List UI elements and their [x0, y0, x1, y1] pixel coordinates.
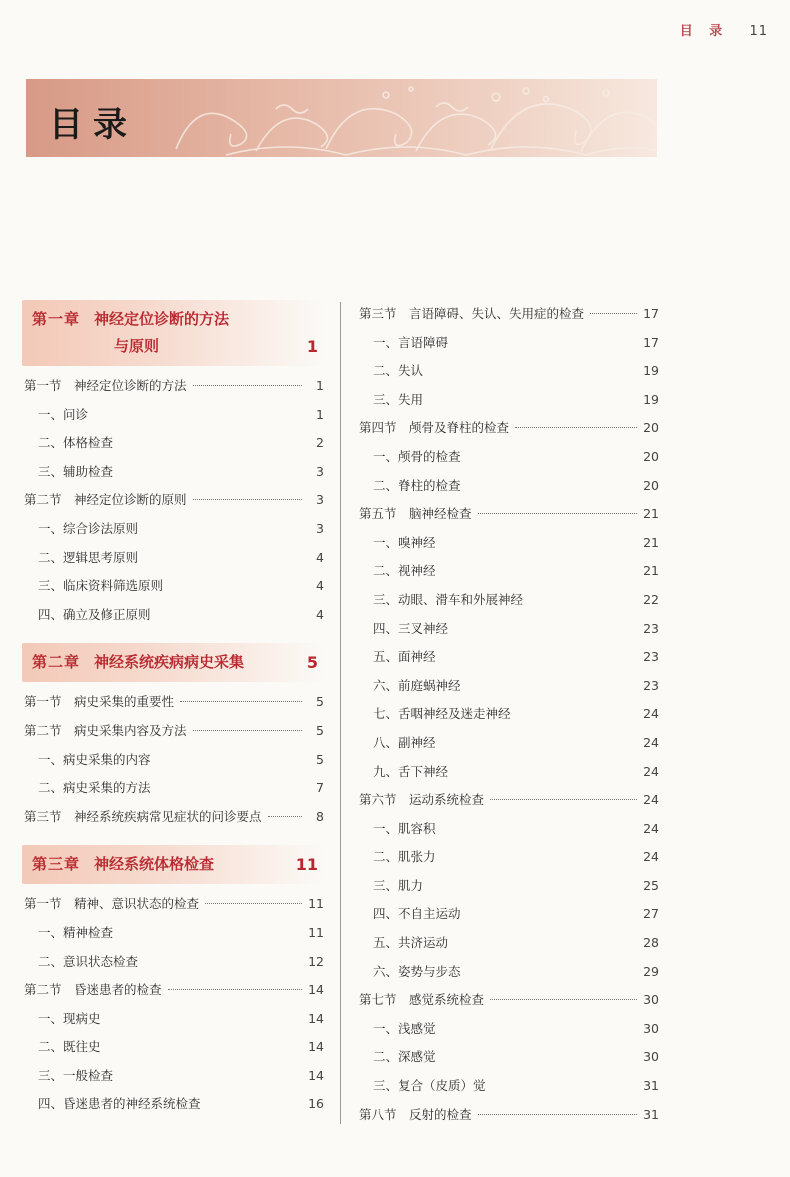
toc-entry-page: 16 — [308, 1096, 324, 1112]
toc-subsection-row[interactable] — [359, 529, 659, 558]
dot-leader — [478, 513, 637, 514]
toc-entry-text: 第五节 脑神经检查 — [359, 506, 472, 522]
toc-entry-page: 24 — [643, 763, 659, 779]
toc-entry-text: 第七节 感觉系统检查 — [359, 992, 485, 1008]
toc-subsection-row[interactable] — [359, 643, 659, 672]
toc-entry-page: 14 — [308, 982, 324, 998]
toc-subsection-row[interactable] — [359, 329, 659, 358]
toc-entry-page: 24 — [643, 734, 659, 750]
toc-subsection-row[interactable] — [359, 1015, 659, 1044]
toc-entry-page: 31 — [643, 1078, 659, 1094]
toc-entry-text: 第四节 颅骨及脊柱的检查 — [359, 420, 510, 436]
dot-leader — [168, 989, 302, 990]
toc-entry-text: 四、昏迷患者的神经系统检查 — [38, 1096, 201, 1112]
chapter-name-line2: 与原则 — [114, 337, 160, 355]
toc-entry-page: 5 — [316, 694, 324, 710]
toc-entry-text: 二、失认 — [373, 363, 424, 379]
chapter-page: 5 — [306, 653, 318, 673]
toc-entry-text: 第八节 反射的检查 — [359, 1106, 472, 1122]
dot-leader — [515, 427, 637, 428]
toc-entry-page: 24 — [643, 820, 659, 836]
toc-entry-text: 一、颅骨的检查 — [373, 448, 461, 464]
toc-section-row[interactable] — [359, 414, 659, 443]
toc-entry-page: 31 — [643, 1106, 659, 1122]
toc-entry-text: 二、意识状态检查 — [38, 953, 139, 969]
toc-entry-text: 第一节 病史采集的重要性 — [24, 694, 175, 710]
toc-entry-page: 30 — [643, 1049, 659, 1065]
toc-subsection-row[interactable] — [359, 958, 659, 987]
toc-entry-page: 19 — [643, 363, 659, 379]
toc-chapter[interactable] — [22, 845, 324, 884]
toc-subsection-row[interactable] — [24, 429, 324, 458]
toc-subsection-row[interactable] — [359, 758, 659, 787]
toc-subsection-row[interactable] — [24, 919, 324, 948]
toc-subsection-row[interactable] — [359, 557, 659, 586]
toc-subsection-row[interactable] — [359, 586, 659, 615]
toc-section-row[interactable] — [24, 688, 324, 717]
toc-entry-text: 第三节 神经系统疾病常见症状的问诊要点 — [24, 808, 262, 824]
toc-subsection-row[interactable] — [24, 458, 324, 487]
toc-section-row[interactable] — [24, 486, 324, 515]
toc-entry-page: 3 — [316, 492, 324, 508]
toc-entry-text: 一、现病史 — [38, 1010, 101, 1026]
toc-entry-text: 三、肌力 — [373, 877, 424, 893]
toc-entry-page: 20 — [643, 477, 659, 493]
toc-entry-text: 二、病史采集的方法 — [38, 780, 151, 796]
toc-subsection-row[interactable] — [359, 386, 659, 415]
toc-entry-page: 23 — [643, 677, 659, 693]
toc-entry-page: 4 — [316, 578, 324, 594]
toc-entry-text: 四、不自主运动 — [373, 906, 461, 922]
toc-entry-text: 一、综合诊法原则 — [38, 520, 139, 536]
toc-entry-page: 4 — [316, 606, 324, 622]
toc-entry-page: 20 — [643, 420, 659, 436]
toc-chapter[interactable] — [22, 643, 324, 682]
toc-entry-text: 五、面神经 — [373, 649, 436, 665]
toc-entry-text: 四、三叉神经 — [373, 620, 449, 636]
toc-entry-text: 第六节 运动系统检查 — [359, 792, 485, 808]
toc-entry-text: 一、肌容积 — [373, 820, 436, 836]
dot-leader — [193, 385, 302, 386]
toc-section-row[interactable] — [24, 803, 324, 832]
dot-leader — [193, 730, 302, 731]
toc-subsection-row[interactable] — [24, 774, 324, 803]
column-divider — [340, 302, 341, 1124]
toc-entry-page: 14 — [308, 1067, 324, 1083]
toc-entry-page: 2 — [316, 435, 324, 451]
toc-subsection-row[interactable] — [24, 544, 324, 573]
toc-subsection-row[interactable] — [359, 843, 659, 872]
toc-subsection-row[interactable] — [359, 700, 659, 729]
toc-entry-page: 22 — [643, 591, 659, 607]
toc-entry-page: 17 — [643, 334, 659, 350]
toc-section-row[interactable] — [359, 986, 659, 1015]
toc-entry-text: 七、舌咽神经及迷走神经 — [373, 706, 511, 722]
toc-subsection-row[interactable] — [359, 357, 659, 386]
toc-entry-text: 三、失用 — [373, 391, 424, 407]
toc-entry-page: 5 — [316, 751, 324, 767]
toc-chapter[interactable] — [22, 300, 324, 366]
dot-leader — [490, 799, 637, 800]
toc-subsection-row[interactable] — [359, 929, 659, 958]
toc-entry-text: 三、复合（皮质）觉 — [373, 1078, 486, 1094]
toc-entry-text: 第二节 神经定位诊断的原则 — [24, 492, 187, 508]
toc-subsection-row[interactable] — [24, 948, 324, 977]
toc-entry-text: 八、副神经 — [373, 734, 436, 750]
dot-leader — [478, 1114, 637, 1115]
toc-section-row[interactable] — [24, 976, 324, 1005]
toc-entry-text: 第三节 言语障碍、失认、失用症的检查 — [359, 306, 585, 321]
toc-entry-text: 二、体格检查 — [38, 435, 114, 451]
toc-section-row[interactable] — [24, 890, 324, 919]
toc-entry-page: 24 — [643, 792, 659, 808]
toc-subsection-row[interactable] — [359, 815, 659, 844]
toc-entry-page: 24 — [643, 706, 659, 722]
toc-section-row[interactable] — [359, 300, 659, 329]
toc-entry-text: 一、病史采集的内容 — [38, 751, 151, 767]
chapter-name: 神经系统体格检查 — [94, 855, 215, 874]
toc-subsection-row[interactable] — [24, 1062, 324, 1091]
toc-entry-page: 8 — [316, 808, 324, 824]
toc-entry-page: 1 — [316, 378, 324, 393]
toc-subsection-row[interactable] — [24, 572, 324, 601]
chapter-label: 第一章 — [32, 310, 81, 328]
toc-entry-page: 28 — [643, 935, 659, 951]
chapter-title — [32, 851, 296, 878]
chapter-title — [32, 649, 307, 676]
toc-entry-text: 一、浅感觉 — [373, 1020, 436, 1036]
toc-entry-text: 二、视神经 — [373, 563, 436, 579]
toc-entry-page: 30 — [643, 1020, 659, 1036]
toc-subsection-row[interactable] — [24, 1033, 324, 1062]
toc-entry-page: 1 — [316, 406, 324, 422]
toc-subsection-row[interactable] — [24, 515, 324, 544]
toc-entry-page: 12 — [308, 953, 324, 969]
toc-subsection-row[interactable] — [359, 615, 659, 644]
toc-entry-text: 二、既往史 — [38, 1039, 101, 1055]
toc-entry-text: 一、言语障碍 — [373, 334, 449, 350]
chapter-page: 11 — [295, 855, 318, 875]
toc-entry-text: 九、舌下神经 — [373, 763, 449, 779]
toc-entry-text: 三、临床资料筛选原则 — [38, 578, 164, 594]
toc-entry-page: 25 — [643, 877, 659, 893]
toc-entry-text: 六、前庭蜗神经 — [373, 677, 461, 693]
toc-entry-page: 21 — [643, 534, 659, 550]
running-head-page: 11 — [749, 24, 768, 39]
toc-entry-text: 三、一般检查 — [38, 1067, 114, 1083]
toc-entry-page: 11 — [308, 924, 324, 940]
banner-title: 目录 — [49, 105, 137, 145]
toc-entry-text: 第一节 神经定位诊断的方法 — [24, 378, 187, 393]
toc-subsection-row[interactable] — [24, 401, 324, 430]
toc-subsection-row[interactable] — [24, 1090, 324, 1119]
toc-entry-page: 7 — [316, 780, 324, 796]
toc-section-row[interactable] — [24, 717, 324, 746]
toc-entry-text: 三、动眼、滑车和外展神经 — [373, 591, 524, 607]
dot-leader — [490, 999, 637, 1000]
toc-entry-page: 11 — [308, 896, 324, 912]
toc-entry-text: 一、问诊 — [38, 406, 89, 422]
chapter-title — [32, 306, 307, 360]
toc-entry-page: 30 — [643, 992, 659, 1008]
dot-leader — [180, 701, 302, 702]
toc-subsection-row[interactable] — [359, 729, 659, 758]
toc-entry-text: 二、深感觉 — [373, 1049, 436, 1065]
toc-subsection-row[interactable] — [359, 1072, 659, 1101]
toc-entry-text: 二、肌张力 — [373, 849, 436, 865]
toc-entry-page: 5 — [316, 722, 324, 738]
toc-entry-page: 14 — [308, 1039, 324, 1055]
toc-section-row[interactable] — [359, 1101, 659, 1130]
toc-entry-page: 14 — [308, 1010, 324, 1026]
toc-entry-text: 二、逻辑思考原则 — [38, 549, 139, 565]
toc-entry-page: 19 — [643, 391, 659, 407]
toc-right-column — [359, 300, 659, 1129]
chapter-name: 神经定位诊断的方法 — [94, 310, 230, 328]
toc-entry-page: 27 — [643, 906, 659, 922]
toc-subsection-row[interactable] — [24, 746, 324, 775]
toc-section-row[interactable] — [359, 786, 659, 815]
toc-subsection-row[interactable] — [359, 872, 659, 901]
toc-entry-page: 29 — [643, 963, 659, 979]
toc-entry-text: 四、确立及修正原则 — [38, 606, 151, 622]
toc-entry-text: 六、姿势与步态 — [373, 963, 461, 979]
dot-leader — [205, 903, 302, 904]
toc-entry-text: 一、精神检查 — [38, 924, 114, 940]
toc-banner — [26, 79, 657, 157]
toc-entry-page: 3 — [316, 520, 324, 536]
toc-subsection-row[interactable] — [359, 672, 659, 701]
toc-entry-page: 23 — [643, 649, 659, 665]
toc-entry-text: 三、辅助检查 — [38, 463, 114, 479]
running-head — [680, 20, 768, 39]
toc-section-row[interactable] — [24, 372, 324, 401]
toc-entry-text: 第一节 精神、意识状态的检查 — [24, 896, 200, 912]
chapter-label: 第二章 — [32, 653, 81, 672]
toc-subsection-row[interactable] — [24, 1005, 324, 1034]
toc-entry-text: 第二节 昏迷患者的检查 — [24, 982, 162, 998]
toc-subsection-row[interactable] — [359, 443, 659, 472]
toc-subsection-row[interactable] — [24, 601, 324, 630]
toc-subsection-row[interactable] — [359, 472, 659, 501]
toc-left-column — [24, 300, 324, 1119]
toc-entry-text: 一、嗅神经 — [373, 534, 436, 550]
dot-leader — [193, 499, 302, 500]
toc-subsection-row[interactable] — [359, 900, 659, 929]
dot-leader — [590, 313, 637, 314]
toc-entry-page: 21 — [643, 506, 659, 522]
dot-leader — [268, 816, 302, 817]
toc-entry-page: 17 — [643, 306, 659, 321]
toc-entry-text: 五、共济运动 — [373, 935, 449, 951]
chapter-label: 第三章 — [32, 855, 81, 874]
chapter-name: 神经系统疾病病史采集 — [94, 653, 245, 672]
toc-entry-page: 3 — [316, 463, 324, 479]
toc-subsection-row[interactable] — [359, 1043, 659, 1072]
toc-entry-page: 24 — [643, 849, 659, 865]
toc-section-row[interactable] — [359, 500, 659, 529]
toc-entry-page: 4 — [316, 549, 324, 565]
toc-entry-text: 第二节 病史采集内容及方法 — [24, 722, 187, 738]
toc-entry-page: 23 — [643, 620, 659, 636]
toc-entry-text: 二、脊柱的检查 — [373, 477, 461, 493]
toc-entry-page: 20 — [643, 448, 659, 464]
toc-entry-page: 21 — [643, 563, 659, 579]
running-head-title: 目 录 — [679, 24, 729, 39]
chapter-page: 1 — [306, 337, 318, 356]
